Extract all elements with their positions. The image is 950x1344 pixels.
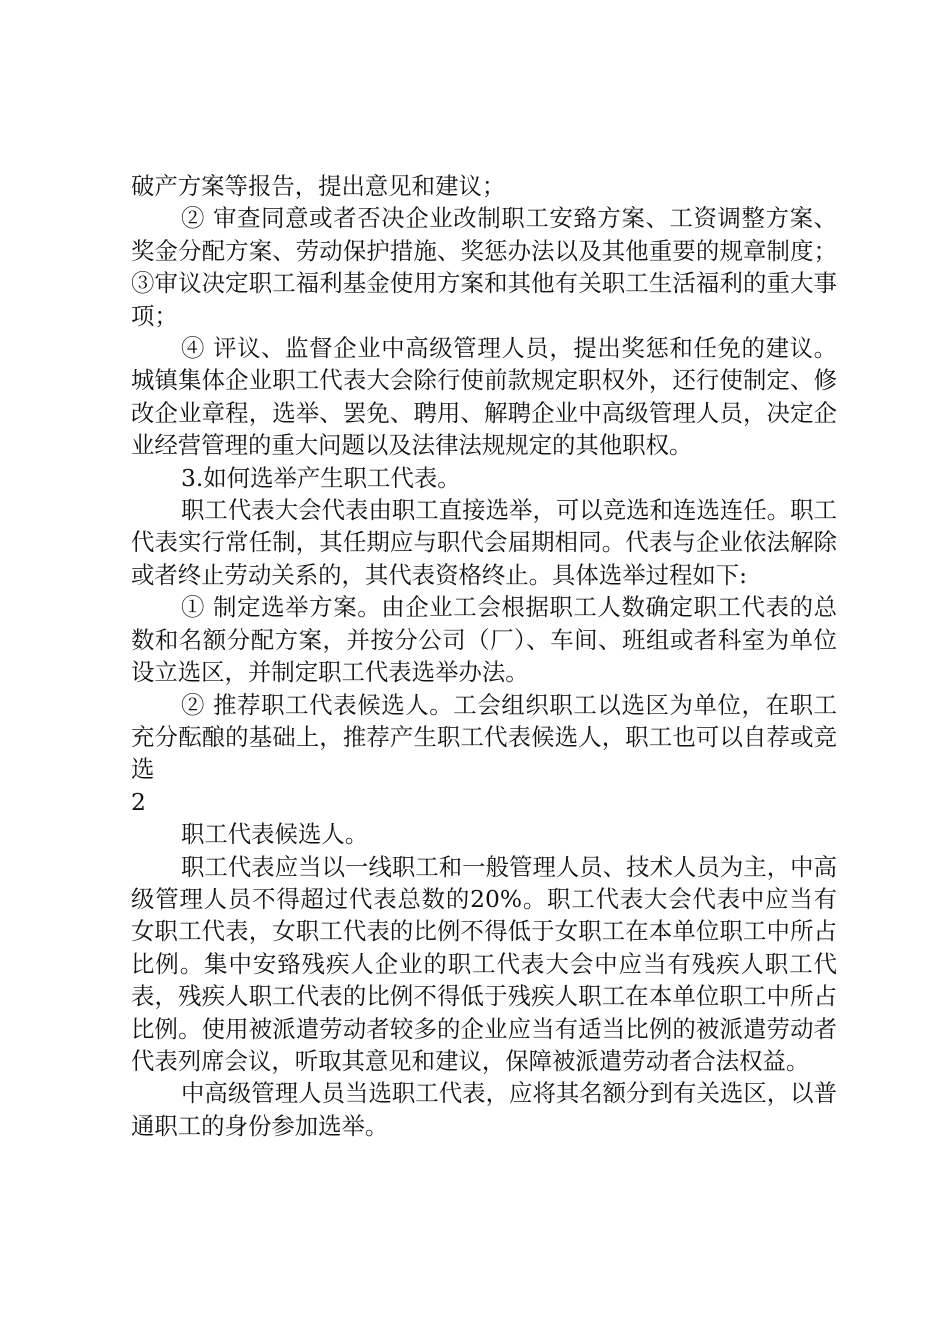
document-body <box>131 170 837 1142</box>
paragraph-9: 中高级管理人员当选职工代表，应将其名额分到有关选区，以普通职工的身份参加选举。 <box>131 1079 837 1140</box>
paragraph-2: ② 审查同意或者否决企业改制职工安臵方案、工资调整方案、奖金分配方案、劳动保护措施、奖惩办法以及其他重要的规章制度；③审议决定职工福利基金使用方案和其他有关职工生活福利的重大事项； <box>131 204 837 330</box>
paragraph-4: 职工代表大会代表由职工直接选举，可以竞选和连选连任。职工代表实行常任制，其任期应与职代会届期相同。代表与企业依法解除或者终止劳动关系的，其代表资格终止。具体选举过程如下: <box>131 496 837 589</box>
paragraph-1: 破产方案等报告，提出意见和建议； <box>131 172 506 200</box>
paragraph-7: 职工代表候选人。 <box>181 820 369 849</box>
paragraph-5: ① 制定选举方案。由企业工会根据职工人数确定职工代表的总数和名额分配方案，并按分公司（厂）、车间、班组或者科室为单位设立选区，并制定职工代表选举办法。 <box>131 593 837 687</box>
paragraph-6: ② 推荐职工代表候选人。工会组织职工以选区为单位，在职工充分酝酿的基础上，推荐产生职工代表候选人，职工也可以自荐或竞选 <box>131 690 837 784</box>
paragraph-3: ④ 评议、监督企业中高级管理人员，提出奖惩和任免的建议。城镇集体企业职工代表大会除行使前款规定职权外，还行使制定、修改企业章程，选举、罢免、聘用、解聘企业中高级管理人员，决定企业经营管理的重大问题以及法律法规规定的其他职权。 <box>131 334 837 460</box>
section-heading: 3.如何选举产生职工代表。 <box>181 463 461 492</box>
paragraph-8: 职工代表应当以一线职工和一般管理人员、技术人员为主，中高级管理人员不得超过代表总数的20%。职工代表大会代表中应当有女职工代表，女职工代表的比例不得低于女职工在本单位职工中所占比例。集中安臵残疾人企业的职工代表大会中应当有残疾人职工代表，残疾人职工代表的比例不得低于残疾人职工在本单位职工中所占比例。使用被派遣劳动者较多的企业应当有适当比例的被派遣劳动者代表列席会议，听取其意见和建议，保障被派遣劳动者合法权益。 <box>131 852 837 1075</box>
page-number: 2 <box>131 787 146 816</box>
